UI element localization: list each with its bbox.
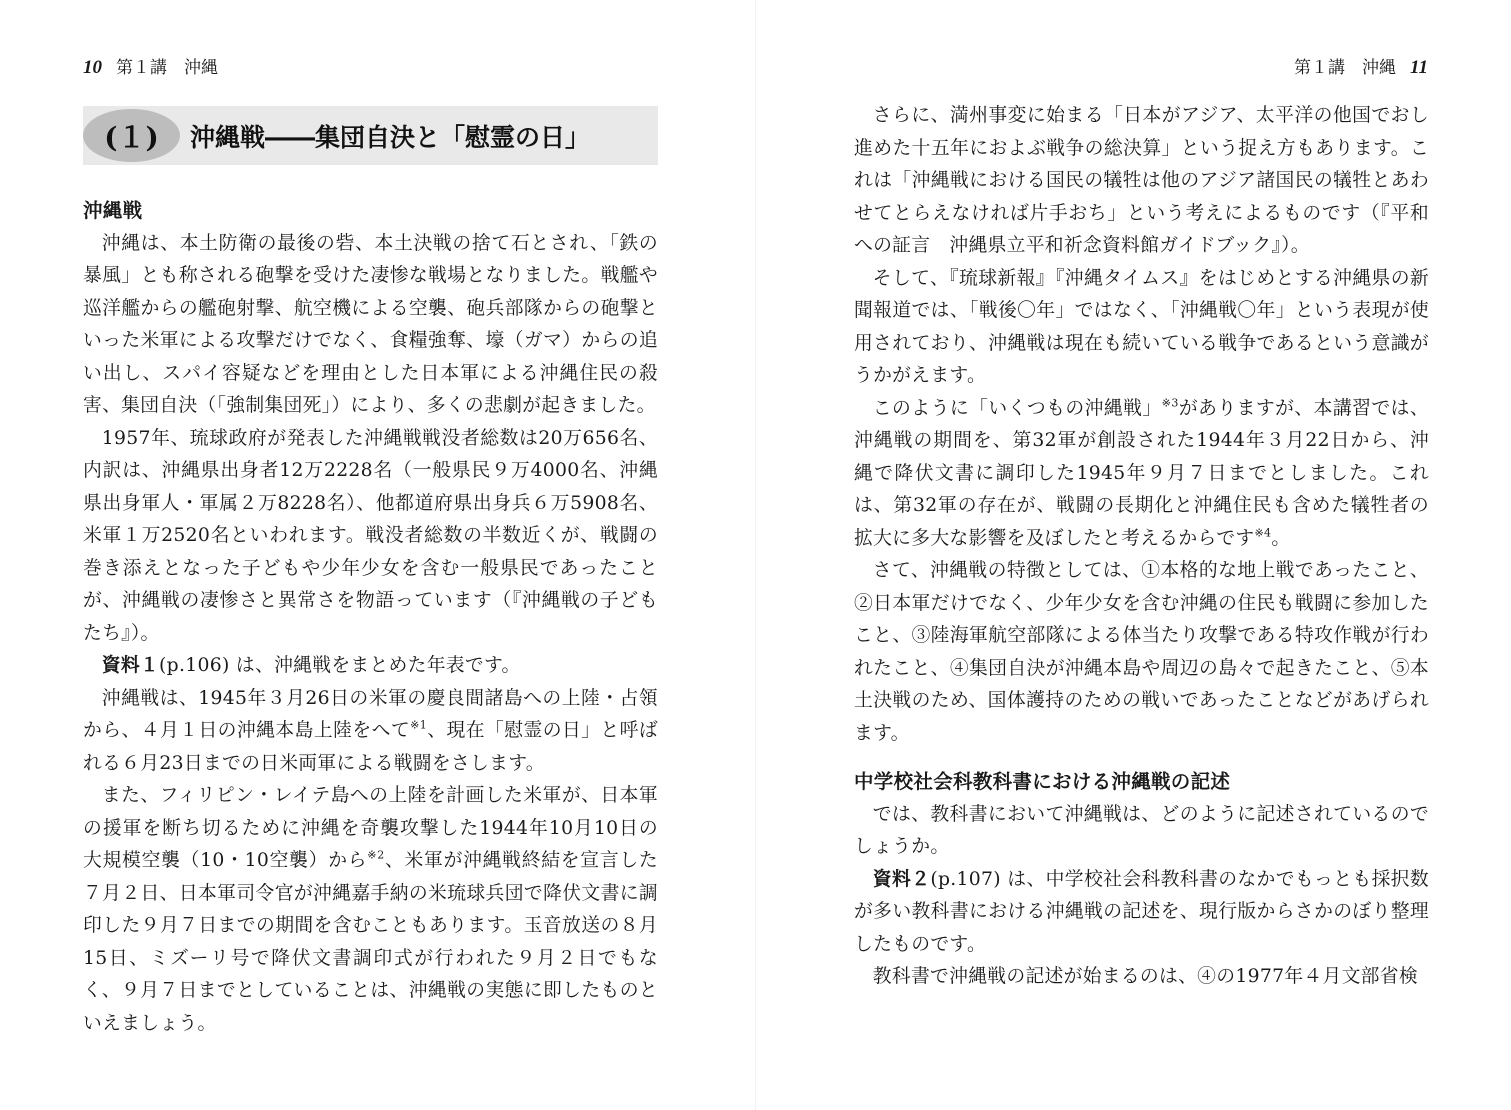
paragraph-text: 、米軍が沖縄戦終結を宣言した７月２日、日本軍司令官が沖縄嘉手納の米琉球兵団で降伏文書に調印した９月７日までの期間を含むこともあります。玉音放送の８月15日、ミズーリ号で降伏文書調印式が行われた９月２日でもなく、９月７日までとしていることは、沖縄戦の実態に即したものといえましょう。 (83, 850, 658, 1034)
footnote-ref: ※3 (1161, 396, 1179, 410)
left-page (0, 0, 755, 1110)
running-head-right (1294, 57, 1428, 79)
paragraph-text: (p.107) は、中学校社会科教科書のなかでもっとも採択数が多い教科書における沖縄戦の記述を、現行版からさかのぼり整理したものです。 (854, 868, 1429, 955)
footnote-ref: ※2 (367, 848, 385, 862)
paragraph-text: 沖縄戦は、1945年３月26日の米軍の慶良間諸島への上陸・占領から、４月１日の沖縄本島上陸をへて (83, 687, 658, 741)
chapter-number-badge: (１) (83, 109, 180, 162)
paragraph-text: (p.106) は、沖縄戦をまとめた年表です。 (159, 655, 521, 676)
running-title-left: 第１講 沖縄 (116, 58, 218, 78)
paragraph: では、教科書において沖縄戦は、どのように記述されているのでしょうか。 (854, 803, 1429, 857)
page-number-right: 11 (1410, 57, 1428, 78)
section-spacer (854, 750, 1429, 766)
paragraph (854, 393, 1429, 556)
reference-label: 資料１ (101, 655, 160, 676)
section-heading-okinawa-war: 沖縄戦 (83, 199, 143, 222)
paragraph: 1957年、琉球政府が発表した沖縄戦戦没者総数は20万656名、内訳は、沖縄県出身者12万2228名（一般県民９万4000名、沖縄県出身軍人・軍属２万8228名）、他都道府県出身兵６万5908名、米軍１万2520名といわれます。戦没者総数の半数近くが、戦闘の巻き添えとなった子どもや少年少女を含む一般県民であったことが、沖縄戦の凄惨さと異常さを物語っています（『沖縄戦の子どもたち』）。 (83, 427, 658, 644)
paragraph-text: 、現在「慰霊の日」と呼ばれる６月23日までの日米両軍による戦闘をさします。 (83, 720, 658, 774)
paragraph: さらに、満州事変に始まる「日本がアジア、太平洋の他国でおし進めた十五年におよぶ戦争の総決算」という捉え方もあります。これは「沖縄戦における国民の犠牲は他のアジア諸国民の犠牲とあわせてとらえなければ片手おち」という考えによるものです（『平和への証言 沖縄県立平和祈念資料館ガイドブック』）。 (854, 105, 1429, 256)
section-heading-textbooks: 中学校社会科教科書における沖縄戦の記述 (854, 770, 1231, 793)
paragraph (83, 650, 658, 683)
chapter-title: 沖縄戦――集団自決と「慰霊の日」 (190, 122, 591, 152)
paragraph: 教科書で沖縄戦の記述が始まるのは、④の1977年４月文部省検 (872, 966, 1418, 987)
footnote-ref: ※4 (1254, 526, 1272, 540)
right-body-text (854, 100, 1429, 994)
paragraph-text: このように「いくつもの沖縄戦」 (872, 397, 1162, 419)
paragraph (854, 864, 1429, 962)
chapter-heading-box (83, 106, 658, 165)
paragraph: さて、沖縄戦の特徴としては、①本格的な地上戦であったこと、②日本軍だけでなく、少年少女を含む沖縄の住民も戦闘に参加したこと、③陸海軍航空部隊による体当たり攻撃である特攻作戦が行われたこと、④集団自決が沖縄本島や周辺の島々で起きたこと、⑤本土決戦のため、国体護持のための戦いであったことなどがあげられます。 (854, 560, 1429, 744)
page-number-left: 10 (83, 57, 102, 78)
running-head-left (83, 57, 218, 79)
reference-label: 資料２ (872, 868, 931, 890)
paragraph (83, 683, 658, 781)
right-page (756, 0, 1511, 1110)
left-body-text (83, 195, 658, 1040)
paragraph: 沖縄は、本土防衛の最後の砦、本土決戦の捨て石とされ、「鉄の暴風」とも称される砲撃を受けた凄惨な戦場となりました。戦艦や巡洋艦からの艦砲射撃、航空機による空襲、砲兵部隊からの砲撃といった米軍による攻撃だけでなく、食糧強奪、壕（ガマ）からの追い出し、スパイ容疑などを理由とした日本軍による沖縄住民の殺害、集団自決（「強制集団死」）により、多くの悲劇が起きました。 (83, 232, 658, 416)
paragraph-text: 。 (1271, 527, 1291, 549)
paragraph-text: がありますが、本講習では、沖縄戦の期間を、第32軍が創設された1944年３月22日から、沖縄で降伏文書に調印した1945年９月７日までとしました。これは、第32軍の存在が、戦闘の長期化と沖縄住民も含めた犠牲者の拡大に多大な影響を及ぼしたと考えるからです (854, 397, 1429, 549)
footnote-ref: ※1 (410, 718, 428, 732)
running-title-right: 第１講 沖縄 (1294, 58, 1397, 78)
paragraph-text: また、フィリピン・レイテ島への上陸を計画した米軍が、日本軍の援軍を断ち切るために沖縄を奇襲攻撃した1944年10月10日の大規模空襲（10・10空襲）から (83, 785, 658, 871)
paragraph (83, 780, 658, 1040)
paragraph: そして、『琉球新報』『沖縄タイムス』をはじめとする沖縄県の新聞報道では、「戦後〇年」ではなく、「沖縄戦〇年」という表現が使用されており、沖縄戦は現在も続いている戦争であるという意識がうかがえます。 (854, 267, 1429, 386)
